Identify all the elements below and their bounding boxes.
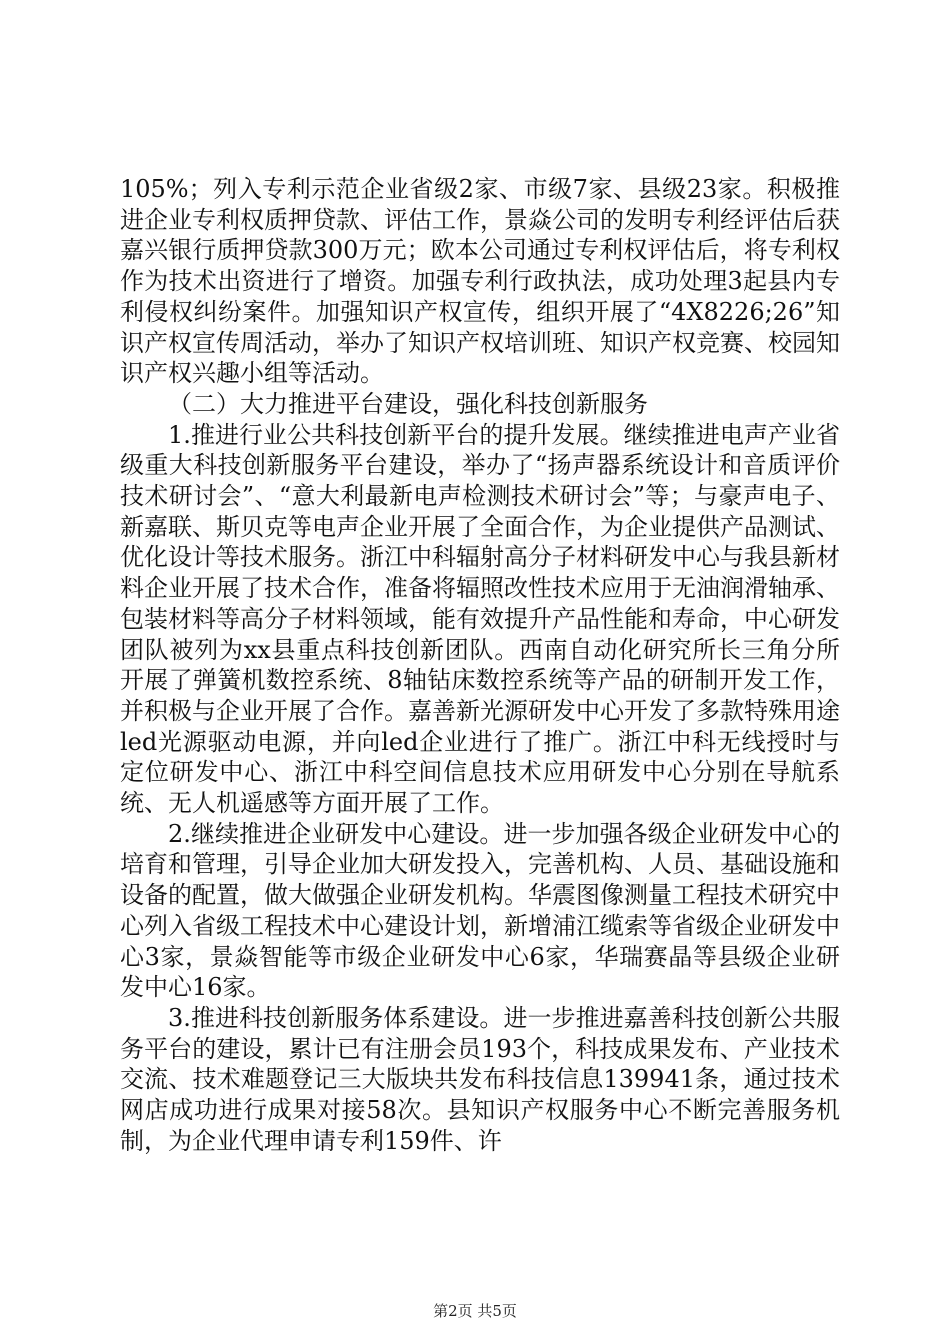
page-footer: 第2页 共5页 (433, 1302, 517, 1320)
section-heading: （二）大力推进平台建设，强化科技创新服务 (168, 389, 648, 418)
paragraph-patent-summary: 105%；列入专利示范企业省级2家、市级7家、县级23家。积极推进企业专利权质押贷款、评估工作，景焱公司的发明专利经评估后获嘉兴银行质押贷款300万元；欧本公司通过专利权评估后，将专利权作为技术出资进行了增资。加强专利行政执法，成功处理3起县内专利侵权纠纷案件。加强知识产权宣传，组织开展了“4X8226;26”知识产权宣传周活动，举办了知识产权培训班、知识产权竞赛、校园知识产权兴趣小组等活动。 (120, 175, 840, 388)
paragraph-platform-development: 1.推进行业公共科技创新平台的提升发展。继续推进电声产业省级重大科技创新服务平台建设，举办了“扬声器系统设计和音质评价技术研讨会”、“意大利最新电声检测技术研讨会”等；与豪声电子、新嘉联、斯贝克等电声企业开展了全面合作，为企业提供产品测试、优化设计等技术服务。浙江中科辐射高分子材料研发中心与我县新材料企业开展了技术合作，准备将辐照改性技术应用于无油润滑轴承、包装材料等高分子材料领域，能有效提升产品性能和寿命，中心研发团队被列为xx县重点科技创新团队。西南自动化研究所长三角分所开展了弹簧机数控系统、8轴钻床数控系统等产品的研制开发工作，并积极与企业开展了合作。嘉善新光源研发中心开发了多款特殊用途led光源驱动电源，并向led企业进行了推广。浙江中科无线授时与定位研发中心、浙江中科空间信息技术应用研发中心分别在导航系统、无人机遥感等方面开展了工作。 (120, 420, 840, 818)
document-body (120, 174, 840, 1157)
paragraph-rd-centers: 2.继续推进企业研发中心建设。进一步加强各级企业研发中心的培育和管理，引导企业加大研发投入，完善机构、人员、基础设施和设备的配置，做大做强企业研发机构。华震图像测量工程技术研究中心列入省级工程技术中心建设计划，新增浦江缆索等省级企业研发中心3家，景焱智能等市级企业研发中心6家，华瑞赛晶等县级企业研发中心16家。 (120, 819, 840, 1002)
paragraph-service-system: 3.推进科技创新服务体系建设。进一步推进嘉善科技创新公共服务平台的建设，累计已有注册会员193个，科技成果发布、产业技术交流、技术难题登记三大版块共发布科技信息139941条，通过技术网店成功进行成果对接58次。县知识产权服务中心不断完善服务机制，为企业代理申请专利159件、许 (120, 1003, 840, 1155)
